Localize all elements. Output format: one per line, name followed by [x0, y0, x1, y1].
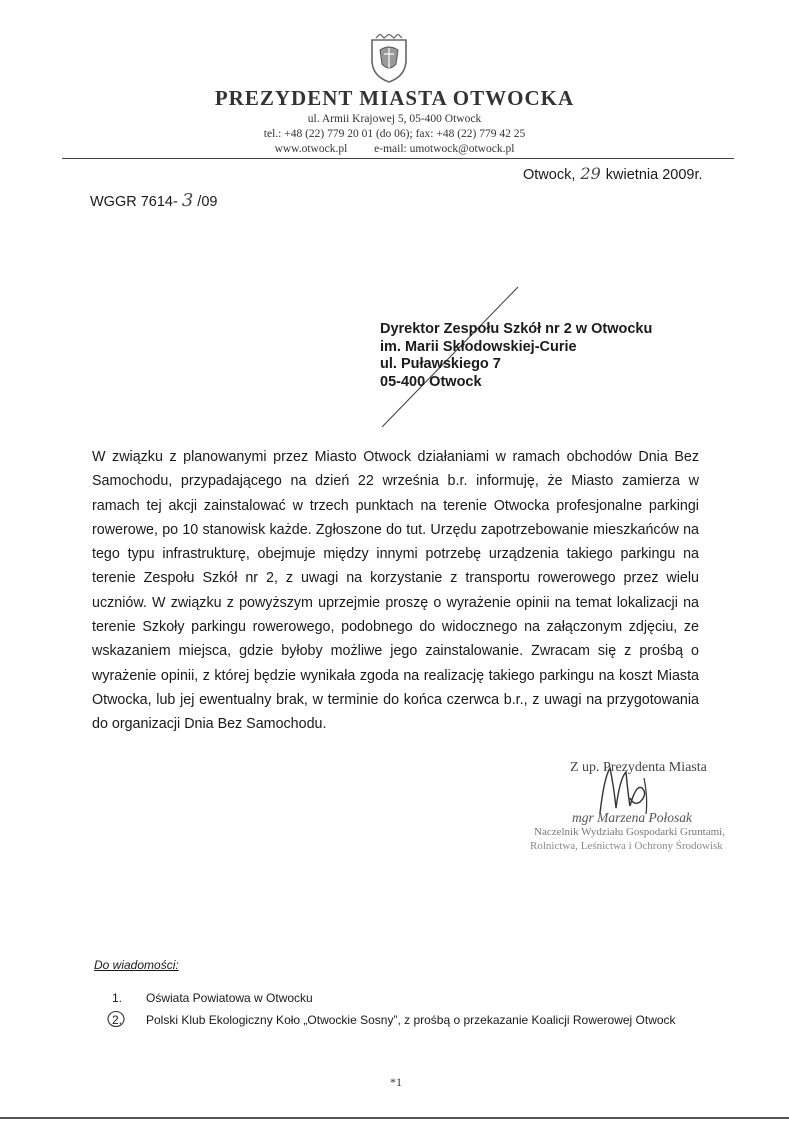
issuer-contact	[0, 142, 789, 156]
header-divider	[62, 158, 734, 159]
recipient-line: Dyrektor Zespołu Szkół nr 2 w Otwocku	[380, 321, 653, 337]
letter-date	[523, 164, 703, 183]
recipient-address	[380, 321, 652, 391]
issuer-email[interactable]: e-mail: umotwock@otwock.pl	[374, 143, 515, 155]
issuer-address: ul. Armii Krajowej 5, 05-400 Otwock	[307, 113, 482, 125]
city-crest-icon	[366, 34, 412, 84]
recipient-line: 05-400 Otwock	[380, 373, 482, 390]
cc-item	[112, 987, 676, 1009]
signature-on-behalf: Z up. Prezydenta Miasta	[570, 760, 707, 775]
cc-item	[112, 1009, 676, 1031]
reference-number-handwritten: 3	[181, 190, 194, 211]
cc-item-text: Polski Klub Ekologiczny Koło „Otwockie Sosny”, z prośbą o przekazanie Koalicji Rowerowej Otwock	[146, 1013, 676, 1027]
issuer-title: PREZYDENT MIASTA OTWOCKA	[214, 86, 575, 110]
cc-item-number: 1.	[112, 991, 123, 1005]
issuer-website[interactable]: www.otwock.pl	[274, 143, 348, 155]
cc-heading: Do wiadomości:	[94, 958, 179, 972]
reference-suffix: /09	[197, 194, 218, 210]
handwritten-circle-icon	[107, 1010, 125, 1028]
cc-list	[112, 987, 676, 1031]
reference-prefix: WGGR 7614-	[90, 194, 178, 210]
date-suffix: kwietnia 2009r.	[605, 167, 703, 183]
issuer-phone-fax: tel.: +48 (22) 779 20 01 (do 06); fax: +48 (22) 779 42 25	[263, 128, 526, 140]
reference-number	[90, 190, 217, 211]
date-prefix: Otwock,	[523, 167, 576, 183]
signature-name: mgr Marzena Połosak	[572, 810, 692, 825]
recipient-line: ul. Puławskiego 7	[380, 356, 501, 372]
letter-body: W związku z planowanymi przez Miasto Otwock działaniami w ramach obchodów Dnia Bez Samochodu, przypadającego na dzień 22 września b.r. informuję, że Miasto zamierza w ramach tej akcji zainstalować w trzech punktach na terenie Otwocka profesjonalne parkingi rowerowe, po 10 stanowisk każde. Zgłoszone do tut. Urzędu zapotrzebowanie mieszkańców na tego typu infrastrukturę, obejmuje między innymi potrzebę urządzenia takiego parkingu na terenie Zespołu Szkół nr 2, z uwagi na korzystanie z transportu rowerowego przez wielu uczniów. W związku z powyższym uprzejmie proszę o wyrażenie opinii na temat lokalizacji na terenie Szkoły parkingu rowerowego, podobnego do widocznego na załączonym zdjęciu, ze wskazaniem miejsca, gdzie byłoby możliwe jego zainstalowanie. Zwracam się z prośbą o wyrażenie opinii, z której będzie wynikała zgoda na realizację takiego parkingu na koszt Miasta Otwocka, lub jej ewentualny brak, w terminie do końca czerwca b.r., z uwagi na przygotowania do organizacji Dnia Bez Samochodu.	[92, 449, 699, 733]
signature-block	[530, 758, 770, 868]
page-number: *1	[390, 1075, 402, 1089]
cc-item-text: Oświata Powiatowa w Otwocku	[146, 991, 313, 1005]
signature-position: Rolnictwa, Leśnictwa i Ochrony Środowisk	[530, 840, 723, 852]
date-day-handwritten: 29	[580, 164, 601, 183]
signature-position: Naczelnik Wydziału Gospodarki Gruntami,	[534, 826, 725, 838]
cc-item-number: 2.	[112, 1013, 123, 1027]
recipient-line: im. Marii Skłodowskiej-Curie	[380, 338, 577, 355]
scan-bottom-edge	[0, 1117, 789, 1119]
handwritten-signature-icon	[570, 758, 690, 818]
